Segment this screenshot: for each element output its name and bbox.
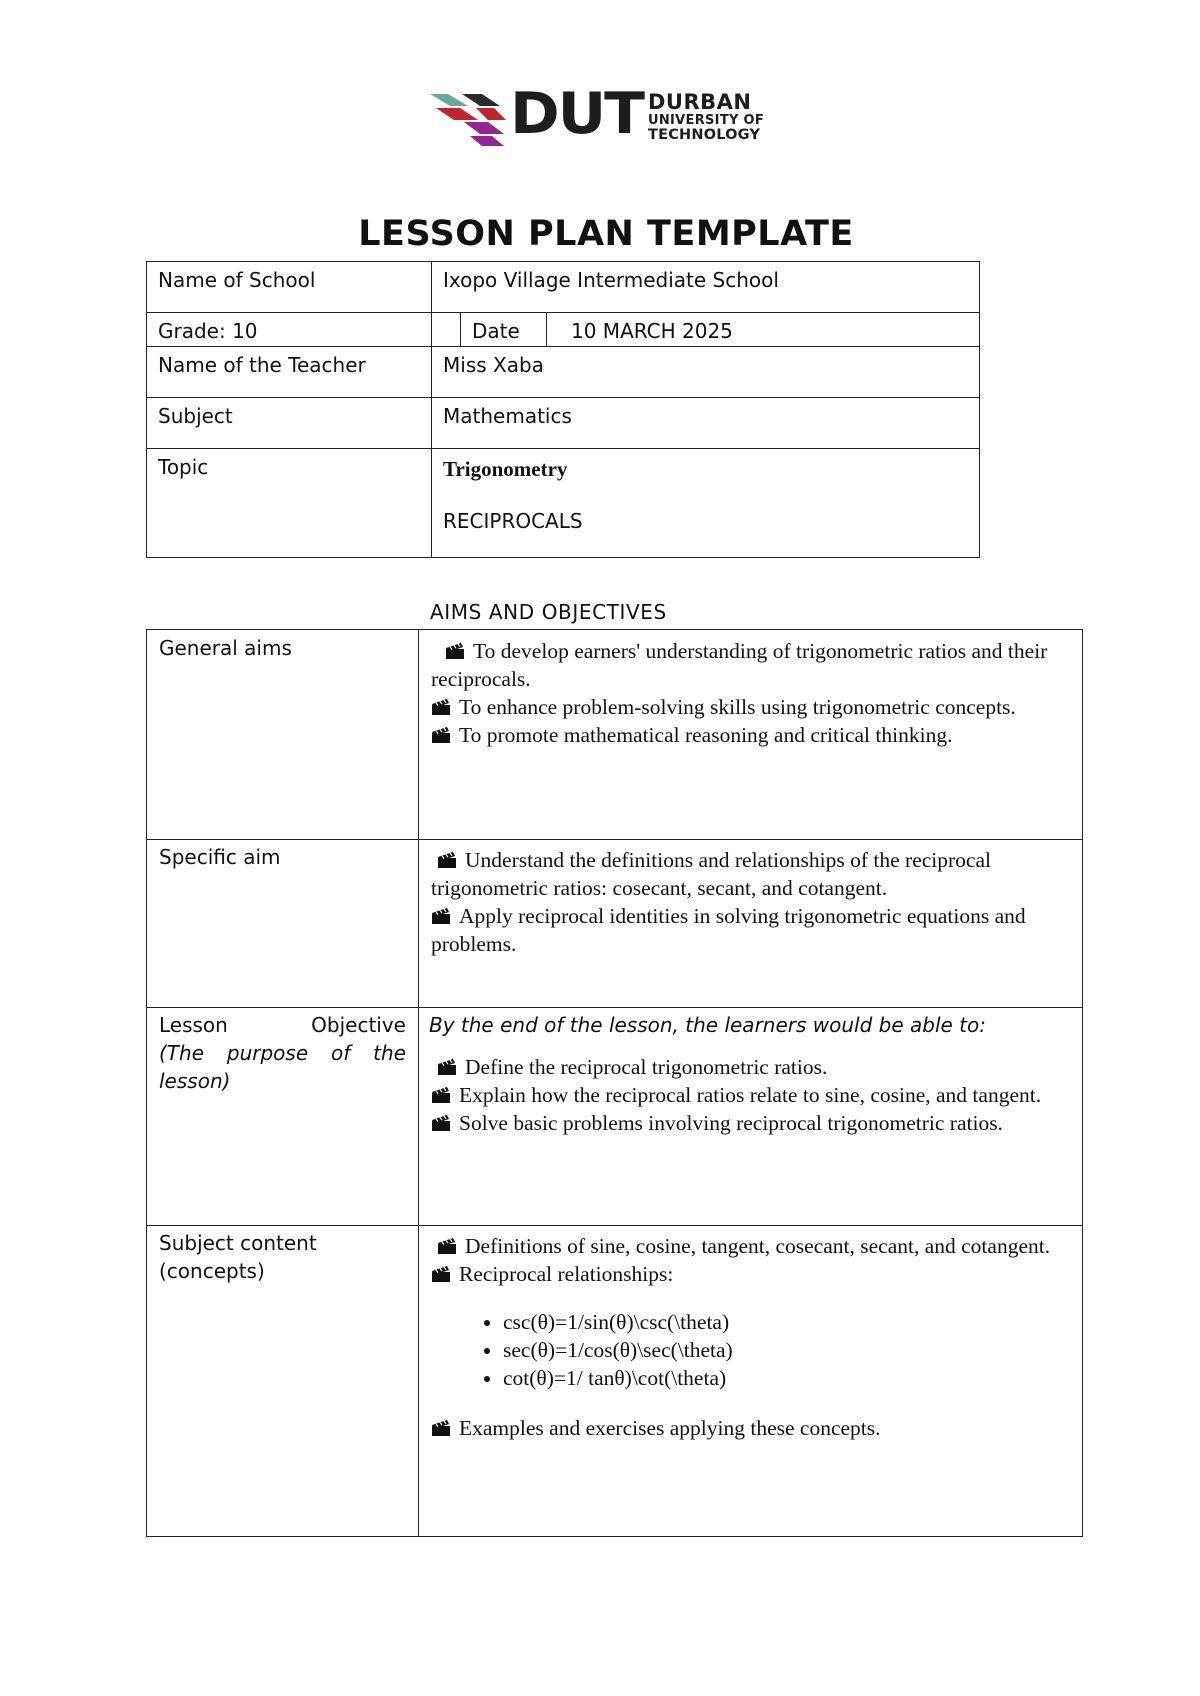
clapperboard-bullet-icon <box>437 1237 457 1255</box>
specific-aim-content <box>431 846 1071 958</box>
date-label: Date <box>472 319 520 343</box>
content-text: Definitions of sine, cosine, tangent, cosecant, secant, and cotangent. <box>465 1234 1051 1258</box>
clapperboard-bullet-icon <box>431 698 451 716</box>
aims-objectives-heading: AIMS AND OBJECTIVES <box>430 600 667 624</box>
details-column-divider <box>431 262 432 557</box>
school-value: Ixopo Village Intermediate School <box>443 268 779 292</box>
list-item <box>431 1260 1071 1288</box>
formula-csc: • csc(θ)=1/sin(θ)\csc(\theta) <box>503 1308 1071 1336</box>
teacher-value: Miss Xaba <box>443 353 544 377</box>
lesson-objective-content <box>431 1011 1071 1137</box>
list-item <box>431 902 1071 958</box>
objective-text: Solve basic problems involving reciprocal trigonometric ratios. <box>459 1111 1003 1135</box>
content-text: Examples and exercises applying these concepts. <box>459 1416 881 1440</box>
date-value: 10 MARCH 2025 <box>571 319 733 343</box>
general-aim-text: To develop earners' understanding of trigonometric ratios and their reciprocals. <box>431 639 1048 691</box>
aims-column-divider <box>418 630 419 1536</box>
teacher-label: Name of the Teacher <box>158 353 366 377</box>
details-row-line-3 <box>147 397 979 398</box>
logo-wordmark <box>648 92 764 143</box>
list-item <box>431 1232 1071 1260</box>
clapperboard-bullet-icon <box>431 907 451 925</box>
specific-aim-label: Specific aim <box>159 845 281 869</box>
list-item <box>431 637 1071 693</box>
subject-label: Subject <box>158 404 233 428</box>
subject-content-content <box>431 1232 1071 1442</box>
grade-label: Grade: 10 <box>158 319 258 343</box>
clapperboard-bullet-icon <box>431 1114 451 1132</box>
clapperboard-bullet-icon <box>431 726 451 744</box>
specific-aim-text: Apply reciprocal identities in solving trigonometric equations and problems. <box>431 904 1026 956</box>
aims-row-line-2 <box>147 1007 1082 1008</box>
list-item <box>431 693 1071 721</box>
logo-dut-text: DUT <box>510 81 643 147</box>
topic-label: Topic <box>158 455 209 479</box>
details-row-line-2 <box>147 346 979 347</box>
logo-line-durban: DURBAN <box>648 90 752 114</box>
topic-subtopic: RECIPROCALS <box>443 509 583 533</box>
lesson-objective-label-row <box>159 1011 406 1039</box>
formula-sec: • sec(θ)=1/cos(θ)\sec(\theta) <box>503 1336 1071 1364</box>
lesson-details-table <box>146 261 980 558</box>
logo-line-technology: TECHNOLOGY <box>648 127 761 143</box>
aims-row-line-3 <box>147 1225 1082 1226</box>
objective-text: Explain how the reciprocal ratios relate to sine, cosine, and tangent. <box>459 1083 1042 1107</box>
topic-value: Trigonometry <box>443 457 568 481</box>
general-aim-text: To enhance problem-solving skills using trigonometric concepts. <box>459 695 1016 719</box>
logo-line-university: UNIVERSITY OF <box>648 113 765 128</box>
subject-value: Mathematics <box>443 404 572 428</box>
list-item <box>431 1109 1071 1137</box>
list-item <box>431 721 1071 749</box>
grade-row-divider-2 <box>546 313 547 347</box>
school-label: Name of School <box>158 268 316 292</box>
lesson-objective-word-1: Lesson <box>159 1013 228 1037</box>
clapperboard-bullet-icon <box>431 1086 451 1104</box>
specific-aim-text: Understand the definitions and relationships of the reciprocal trigonometric ratios: cosecant, secant, and cotangent. <box>431 848 991 900</box>
formula-cot: • cot(θ)=1/ tanθ)\cot(\theta) <box>503 1364 1071 1392</box>
general-aims-label: General aims <box>159 636 292 660</box>
general-aim-text: To promote mathematical reasoning and critical thinking. <box>459 723 953 747</box>
details-row-line-4 <box>147 448 979 449</box>
clapperboard-bullet-icon <box>445 642 465 660</box>
grade-row-divider-1 <box>460 313 461 347</box>
clapperboard-bullet-icon <box>437 851 457 869</box>
lesson-objective-intro: By the end of the lesson, the learners would be able to: <box>429 1013 986 1037</box>
clapperboard-bullet-icon <box>431 1265 451 1283</box>
list-item <box>431 1053 1071 1081</box>
dut-chevron-mark-icon <box>430 92 510 148</box>
clapperboard-bullet-icon <box>437 1058 457 1076</box>
dut-logo <box>430 81 770 148</box>
lesson-objective-label <box>159 1011 406 1095</box>
clapperboard-bullet-icon <box>431 1419 451 1437</box>
reciprocal-formula-list <box>431 1308 1071 1392</box>
list-item <box>431 1081 1071 1109</box>
subject-content-label: Subject content (concepts) <box>159 1231 317 1283</box>
aims-objectives-table <box>146 629 1083 1537</box>
aims-row-line-1 <box>147 839 1082 840</box>
lesson-objective-purpose: (The purpose of the lesson) <box>159 1041 406 1093</box>
list-item <box>431 846 1071 902</box>
general-aims-content <box>431 637 1071 749</box>
list-item <box>431 1414 1071 1442</box>
lesson-objective-word-2: Objective <box>311 1013 406 1037</box>
objective-text: Define the reciprocal trigonometric ratios. <box>465 1055 828 1079</box>
page-title: LESSON PLAN TEMPLATE <box>358 214 854 254</box>
details-row-line-1 <box>147 312 979 313</box>
content-text: Reciprocal relationships: <box>459 1262 674 1286</box>
